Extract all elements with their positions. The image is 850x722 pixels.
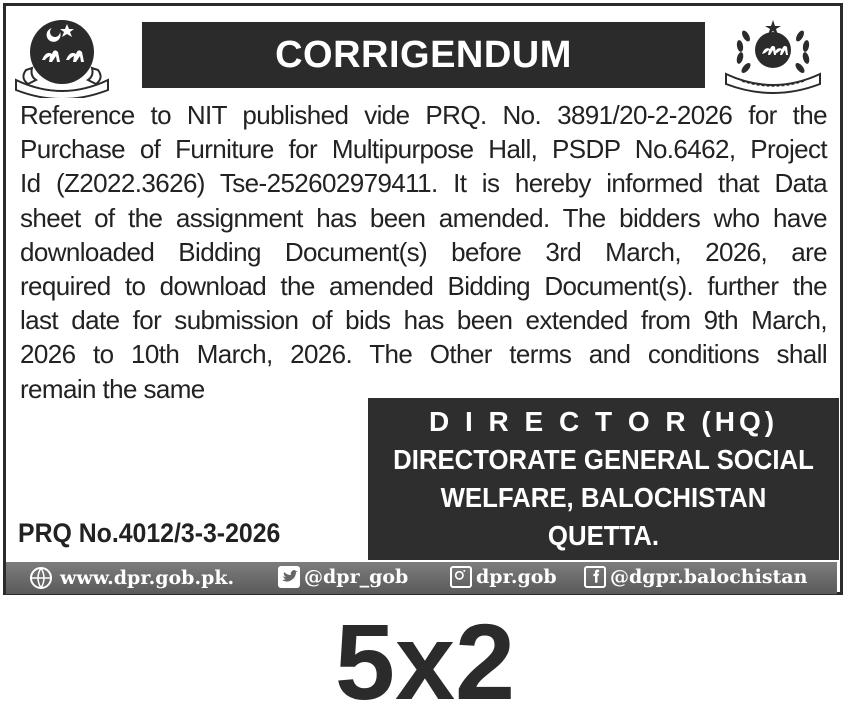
body-line: 2026 to 10th March, 2026. The Other terms and conditions shall [20,339,827,370]
body-line: downloaded Bidding Document(s) before 3rd March, 2026, are [20,236,827,267]
footer-bar [6,562,837,594]
prq-number: PRQ No.4012/3-3-2026 [18,518,281,548]
balochistan-govt-emblem-icon [12,14,112,98]
twitter-icon [278,566,300,588]
signatory-department: DIRECTORATE GENERAL SOCIAL [393,444,814,475]
footer-twitter[interactable] [278,566,408,588]
body-line: required to download the amended Bidding Document(s). further the [20,271,827,302]
footer-website[interactable] [28,566,234,590]
body-line: remain the same [20,373,205,404]
body-line: Reference to NIT published vide PRQ. No. 3891/20-2-2026 for the [20,100,827,130]
instagram-handle[interactable]: dpr.gob [476,566,557,588]
body-line: Purchase of Furniture for Multipurpose Hall, PSDP No.6462, Project [20,134,827,165]
signatory-department-cont: WELFARE, BALOCHISTAN [440,482,767,513]
notice-body [20,98,827,406]
notice-title: CORRIGENDUM [275,33,572,76]
instagram-icon [450,566,472,588]
signatory-designation: D I R E C T O R (HQ) [428,406,779,437]
facebook-handle[interactable]: @dgpr.balochistan [610,566,808,588]
globe-icon [28,566,54,590]
website-link[interactable]: www.dpr.gob.pk. [60,567,235,589]
body-line: sheet of the assignment has been amended. The bidders who have [20,202,827,233]
title-banner [142,22,705,88]
facebook-icon [584,566,606,588]
twitter-handle[interactable]: @dpr_gob [304,566,409,588]
dgpr-emblem-icon [718,18,828,94]
body-line: Id (Z2022.3626) Tse-252602979411. It is hereby informed that Data [20,168,827,199]
footer-instagram[interactable] [450,566,557,588]
signatory-box [368,398,839,560]
signatory-city: QUETTA. [547,520,660,551]
ad-size-label: 5x2 [334,601,516,722]
footer-facebook[interactable] [584,566,807,588]
body-line: last date for submission of bids has been extended from 9th March, [20,305,827,336]
